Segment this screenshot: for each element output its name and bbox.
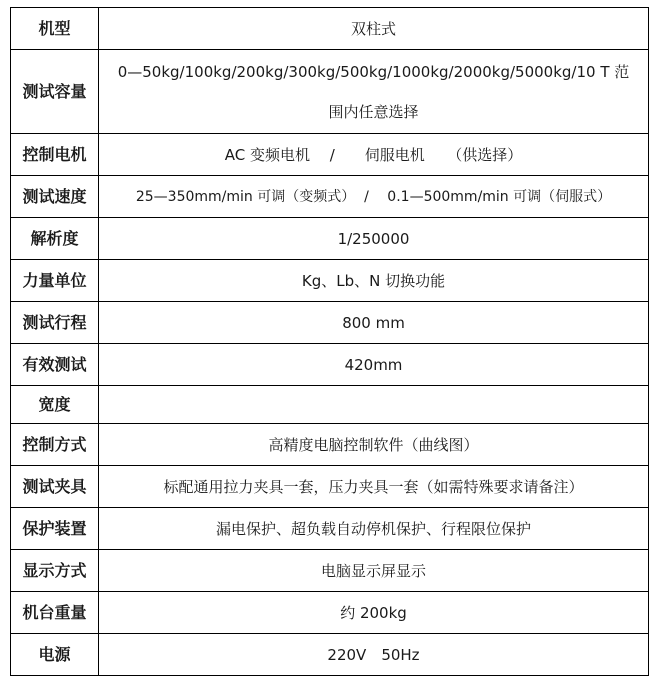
row-value: 高精度电脑控制软件（曲线图） (99, 424, 649, 466)
table-row (11, 302, 649, 344)
row-value-line: 0—50kg/100kg/200kg/300kg/500kg/1000kg/2000kg/5000kg/10 T 范 (117, 62, 630, 81)
table-row (11, 8, 649, 50)
row-value: 标配通用拉力夹具一套，压力夹具一套（如需特殊要求请备注） (99, 466, 649, 508)
table-row (11, 424, 649, 466)
row-label: 宽度 (11, 386, 99, 424)
row-value: 25—350mm/min 可调（变频式） / 0.1—500mm/min 可调（伺服式） (99, 176, 649, 218)
row-value: 800 mm (99, 302, 649, 344)
table-row (11, 550, 649, 592)
row-label: 机型 (11, 8, 99, 50)
row-label: 解析度 (11, 218, 99, 260)
row-value: 电脑显示屏显示 (99, 550, 649, 592)
row-value: 约 200kg (99, 592, 649, 634)
row-label: 测试速度 (11, 176, 99, 218)
row-label: 测试夹具 (11, 466, 99, 508)
row-label: 电源 (11, 634, 99, 676)
spec-table-body (11, 8, 649, 676)
row-label: 保护装置 (11, 508, 99, 550)
row-label: 力量单位 (11, 260, 99, 302)
row-value: 1/250000 (99, 218, 649, 260)
row-label: 有效测试 (11, 344, 99, 386)
row-value: AC 变频电机 / 伺服电机 （供选择） (99, 134, 649, 176)
table-row (11, 508, 649, 550)
row-value: 双柱式 (99, 8, 649, 50)
row-label: 控制方式 (11, 424, 99, 466)
table-row (11, 466, 649, 508)
table-row (11, 218, 649, 260)
row-value (99, 386, 649, 424)
table-row (11, 260, 649, 302)
row-value: 220V 50Hz (99, 634, 649, 676)
table-row (11, 386, 649, 424)
row-value: Kg、Lb、N 切换功能 (99, 260, 649, 302)
table-row (11, 634, 649, 676)
spec-table (10, 7, 649, 676)
row-label: 机台重量 (11, 592, 99, 634)
table-row (11, 176, 649, 218)
row-label: 测试行程 (11, 302, 99, 344)
row-value (99, 50, 649, 134)
row-label: 控制电机 (11, 134, 99, 176)
row-value: 漏电保护、超负载自动停机保护、行程限位保护 (99, 508, 649, 550)
table-row (11, 134, 649, 176)
table-row (11, 344, 649, 386)
table-row (11, 50, 649, 134)
row-label: 测试容量 (11, 50, 99, 134)
row-value-line: 围内任意选择 (328, 102, 419, 121)
table-row (11, 592, 649, 634)
row-value: 420mm (99, 344, 649, 386)
row-label: 显示方式 (11, 550, 99, 592)
